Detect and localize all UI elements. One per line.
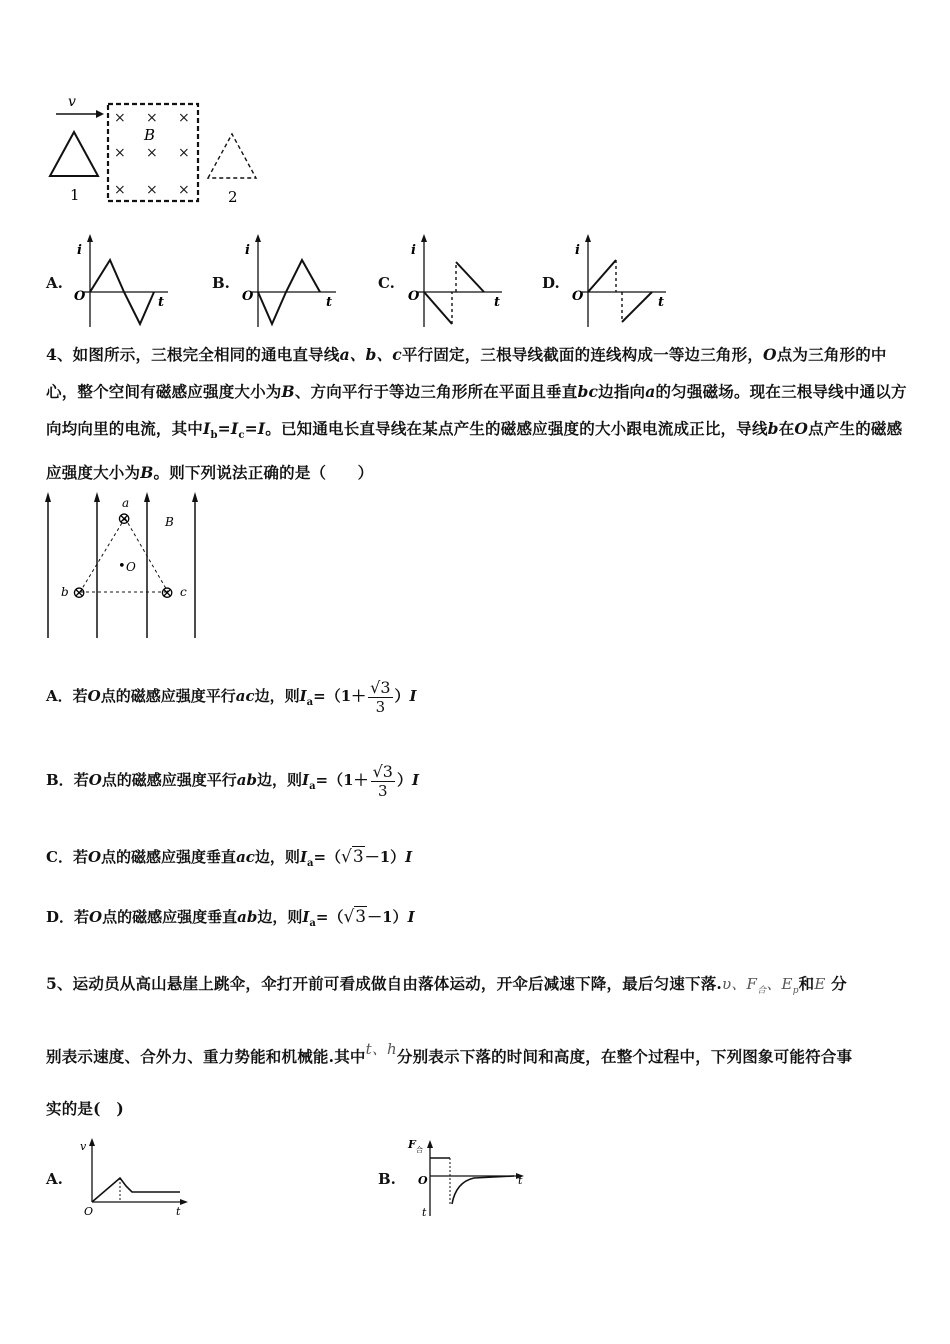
svg-text:×: × [146, 110, 158, 126]
triangle-1 [50, 132, 98, 176]
q3-graph-d-o: O [572, 289, 584, 304]
q5-graph-a[interactable] [76, 1136, 196, 1218]
wire-b: ⊗ [72, 583, 87, 603]
svg-text:×: × [178, 182, 190, 198]
q3-graph-d[interactable] [566, 232, 676, 332]
q5-graph-b[interactable] [404, 1132, 530, 1222]
q5-graph-a-y: v [80, 1140, 87, 1153]
label-c: c [180, 585, 187, 599]
q3-graph-b-x: t [326, 295, 333, 310]
svg-text:×: × [114, 182, 126, 198]
svg-text:×: × [114, 145, 126, 161]
q4-figure [40, 488, 210, 643]
q3-graph-c-x: t [494, 295, 501, 310]
q5-option-a-label[interactable]: A. [46, 1170, 63, 1188]
q4-option-c[interactable]: C．若O点的磁感应强度垂直ac边，则$I_a=(√3-1)I$ [46, 847, 413, 869]
q5-graph-b-x: t [518, 1174, 523, 1187]
q3-graph-b-o: O [242, 289, 254, 304]
q3-curve-c2 [456, 262, 484, 292]
q5-graph-b-low: t [422, 1206, 427, 1219]
q3-curve-d [588, 260, 616, 292]
q3-graph-a-x: t [158, 295, 165, 310]
q3-graph-b[interactable] [236, 232, 346, 332]
triangle-2-label: 2 [228, 188, 238, 206]
q3-option-c-label[interactable]: C. [378, 274, 395, 292]
q5-option-b-label[interactable]: B. [378, 1170, 396, 1188]
fraction: $\frac{√3}{3}$ [372, 762, 393, 800]
q3-option-d-label[interactable]: D. [542, 274, 560, 292]
induction-figure [40, 90, 280, 215]
field-label: B [144, 126, 156, 144]
label-a: a [122, 496, 130, 510]
velocity-arrowhead [96, 110, 104, 118]
q3-option-a-label[interactable]: A. [46, 274, 63, 292]
q5-line-3: 实的是( ) [46, 1099, 124, 1118]
q5-graph-a-o: O [84, 1205, 94, 1218]
q5-line-1: 5、运动员从高山悬崖上跳伞，伞打开前可看成做自由落体运动，开伞后减速下降，最后匀速下落.υ、$F_合$、$E_p$和E 分 [46, 974, 847, 997]
q5-line-2: 别表示速度、合外力、重力势能和机械能.其中t、h分别表示下落的时间和高度，在整个过程中，下列图象可能符合事 [46, 1040, 853, 1066]
q5-graph-a-x: t [176, 1205, 181, 1218]
q5-graph-b-o: O [418, 1174, 428, 1187]
q5-graph-b-y: F [408, 1138, 416, 1151]
q3-graph-c[interactable] [402, 232, 512, 332]
svg-text:×: × [146, 182, 158, 198]
svg-text:×: × [178, 145, 190, 161]
q5-curve-b-lower [452, 1176, 514, 1204]
triangle-2 [208, 134, 256, 178]
field-crosses [114, 110, 190, 198]
svg-text:×: × [178, 110, 190, 126]
q4-option-a[interactable]: A．若O点的磁感应强度平行ac边，则$I_a=(1+$ $\frac{√3}{3}$ ）I [46, 678, 417, 716]
q4-option-d[interactable]: D．若O点的磁感应强度垂直ab边，则$I_a=(√3-1)I$ [46, 907, 415, 929]
label-B: B [165, 515, 174, 529]
q3-option-b-label[interactable]: B. [212, 274, 230, 292]
center-dot: • [118, 559, 126, 574]
q3-graph-b-y: i [245, 243, 250, 258]
q4-option-b[interactable]: B．若O点的磁感应强度平行ab边，则$I_a=(1+$ $\frac{√3}{3}$ ）I [46, 762, 419, 800]
q3-graph-a[interactable] [68, 232, 178, 332]
sqrt-symbol: √3 [341, 847, 364, 867]
q5-curve-a [92, 1178, 180, 1202]
svg-text:×: × [114, 110, 126, 126]
q3-graph-a-y: i [77, 243, 82, 258]
label-O: O [126, 560, 136, 574]
q3-curve-d2 [622, 292, 652, 322]
q3-graph-d-y: i [575, 243, 580, 258]
wire-c: ⊗ [160, 583, 175, 603]
sqrt-symbol: √3 [343, 907, 367, 927]
q3-graph-d-x: t [658, 295, 665, 310]
velocity-label: v [68, 94, 76, 110]
q3-curve-c [424, 292, 452, 324]
q3-graph-c-y: i [411, 243, 416, 258]
q5-graph-b-ysub: 合 [416, 1146, 423, 1154]
q3-graph-c-o: O [408, 289, 420, 304]
triangle-1-label: 1 [70, 186, 80, 204]
wire-a: ⊗ [117, 509, 132, 529]
q3-graph-a-o: O [74, 289, 86, 304]
label-b: b [61, 585, 69, 599]
q4-stem: 4、如图所示，三根完全相同的通电直导线a、b、c平行固定，三根导线截面的连线构成一等边三角形，O点为三角形的中心，整个空间有磁感应强度大小为B、方向平行于等边三角形所在平面且垂直bc边指向a的匀强磁场。现在三根导线中通以方向均向里的电流，其中$I_b=I_c=I$。已知通电长直导线在某点产生的磁感应强度的大小跟电流成正比，导线b在O点产生的磁感应强度大小为B。则下列说法正确的是（ ） [46, 345, 907, 483]
svg-text:×: × [146, 145, 158, 161]
fraction: $\frac{√3}{3}$ [370, 678, 391, 716]
